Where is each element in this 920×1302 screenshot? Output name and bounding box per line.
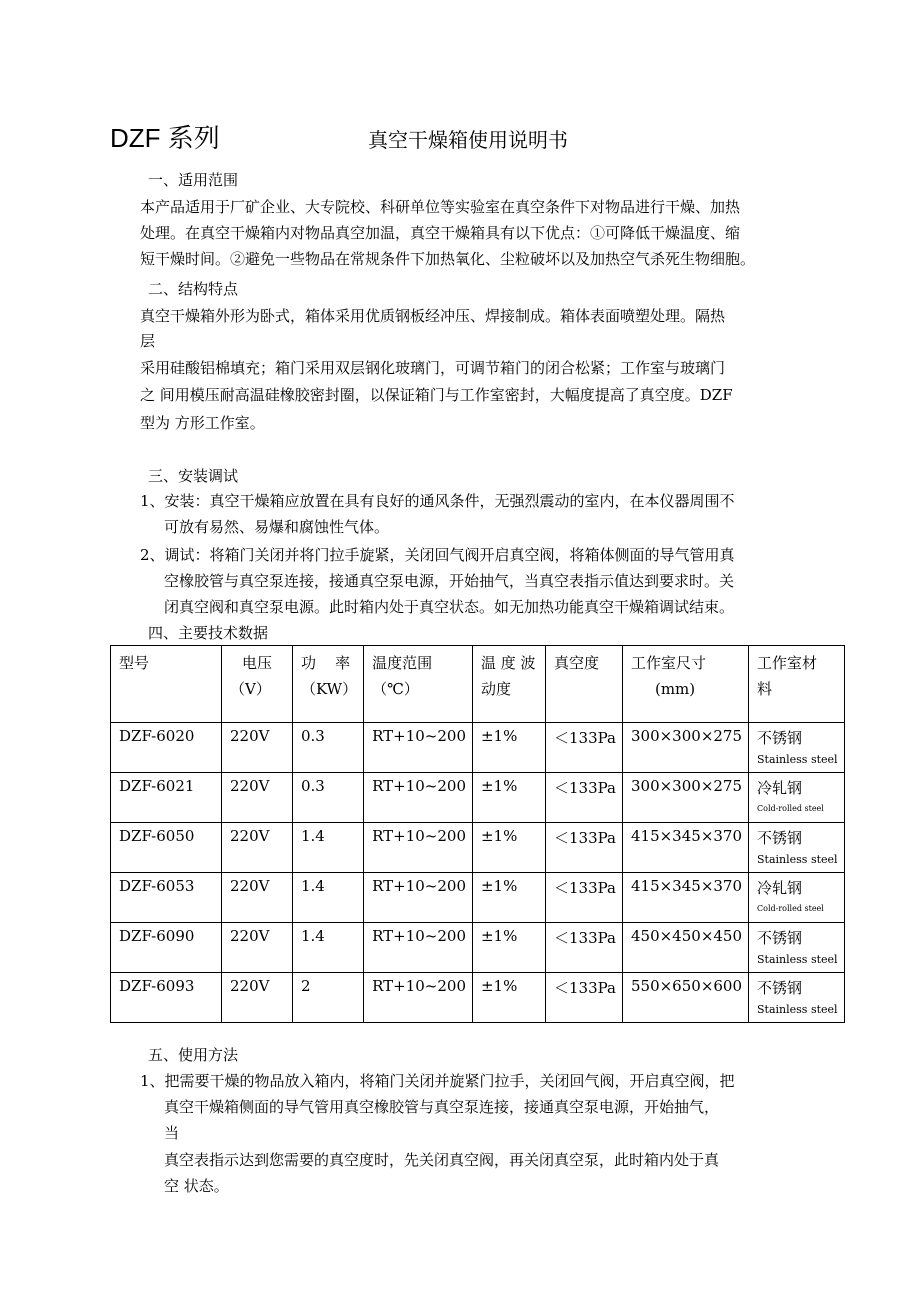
section-5-line: 1、把需要干燥的物品放入箱内，将箱门关闭并旋紧门拉手，关闭回气阀，开启真空阀，把 (140, 1072, 735, 1090)
cell-fluctuation: ±1% (472, 923, 545, 973)
material-name-en: Stainless steel (757, 753, 838, 766)
section-1-line: 本产品适用于厂矿企业、大专院校、科研单位等实验室在真空条件下对物品进行干燥、加热 (140, 198, 741, 216)
document-title: 真空干燥箱使用说明书 (368, 128, 568, 152)
section-2-line: 真空干燥箱外形为卧式，箱体采用优质钢板经冲压、焊接制成。箱体表面喷塑处理。隔热 (140, 307, 726, 325)
cell-voltage: 220V (222, 973, 293, 1023)
cell-material (749, 973, 845, 1023)
material-name-en: Stainless steel (757, 1003, 838, 1016)
section-1-line: 处理。在真空干燥箱内对物品真空加温，真空干燥箱具有以下优点：①可降低干燥温度、缩 (140, 224, 741, 242)
material-name-en: Cold-rolled steel (757, 904, 824, 913)
cell-power: 1.4 (293, 923, 364, 973)
cell-model: DZF-6093 (111, 973, 222, 1023)
header-cell-chamber-size: 工作室尺寸 (mm) (622, 646, 748, 723)
cell-model: DZF-6021 (111, 773, 222, 823)
material-name: 冷轧钢 (757, 879, 803, 897)
section-5-line: 空 状态。 (164, 1177, 229, 1195)
section-5-line: 真空干燥箱侧面的导气管用真空橡胶管与真空泵连接，接通真空泵电源，开始抽气， (164, 1098, 720, 1116)
header-cell-material: 工作室材 料 (749, 646, 845, 723)
cell-chamber-size: 300×300×275 (622, 773, 748, 823)
cell-power: 1.4 (293, 823, 364, 873)
section-5-line: 当 (164, 1124, 180, 1142)
header-cell-fluctuation: 温 度 波 动度 (472, 646, 545, 723)
cell-fluctuation: ±1% (472, 973, 545, 1023)
cell-temp-range: RT+10~200 (364, 873, 473, 923)
section-2-line: 之 间用模压耐高温硅橡胶密封圈，以保证箱门与工作室密封，大幅度提高了真空度。DZF (140, 386, 733, 404)
cell-power: 1.4 (293, 873, 364, 923)
section-3-line: 1、安装：真空干燥箱应放置在具有良好的通风条件，无强烈震动的室内，在本仪器周围不 (140, 492, 735, 510)
cell-temp-range: RT+10~200 (364, 823, 473, 873)
header-cell-power: 功 率 （KW） (293, 646, 364, 723)
cell-model: DZF-6053 (111, 873, 222, 923)
section-3-line: 闭真空阀和真空泵电源。此时箱内处于真空状态。如无加热功能真空干燥箱调试结束。 (164, 598, 735, 616)
material-name: 不锈钢 (757, 729, 803, 747)
spec-table (110, 645, 845, 1023)
cell-model: DZF-6090 (111, 923, 222, 973)
table-row (111, 773, 845, 823)
table-row (111, 973, 845, 1023)
table-row (111, 923, 845, 973)
cell-material (749, 923, 845, 973)
cell-voltage: 220V (222, 773, 293, 823)
material-name-en: Cold-rolled steel (757, 804, 824, 813)
section-5-line: 真空表指示达到您需要的真空度时，先关闭真空阀，再关闭真空泵，此时箱内处于真 (164, 1151, 720, 1169)
material-name-en: Stainless steel (757, 953, 838, 966)
cell-fluctuation: ±1% (472, 773, 545, 823)
cell-vacuum: ＜133Pa (545, 823, 622, 873)
header-cell-temp-range: 温度范围 （℃） (364, 646, 473, 723)
cell-temp-range: RT+10~200 (364, 973, 473, 1023)
cell-vacuum: ＜133Pa (545, 723, 622, 773)
cell-voltage: 220V (222, 923, 293, 973)
header-cell-voltage: 电压 （V） (222, 646, 293, 723)
cell-vacuum: ＜133Pa (545, 873, 622, 923)
section-5-heading: 五、使用方法 (148, 1046, 239, 1064)
section-2-line: 采用硅酸铝棉填充；箱门采用双层钢化玻璃门，可调节箱门的闭合松紧；工作室与玻璃门 (140, 359, 726, 377)
cell-model: DZF-6020 (111, 723, 222, 773)
section-3-line: 空橡胶管与真空泵连接，接通真空泵电源，开始抽气，当真空表指示值达到要求时。关 (164, 572, 735, 590)
cell-model: DZF-6050 (111, 823, 222, 873)
cell-power: 2 (293, 973, 364, 1023)
cell-fluctuation: ±1% (472, 823, 545, 873)
header-cell-model: 型号 (111, 646, 222, 723)
series-title: DZF 系列 (110, 123, 220, 153)
cell-power: 0.3 (293, 723, 364, 773)
cell-vacuum: ＜133Pa (545, 923, 622, 973)
cell-vacuum: ＜133Pa (545, 973, 622, 1023)
cell-temp-range: RT+10~200 (364, 773, 473, 823)
cell-chamber-size: 415×345×370 (622, 873, 748, 923)
material-name: 不锈钢 (757, 929, 803, 947)
section-2-line: 型为 方形工作室。 (140, 414, 265, 432)
material-name: 不锈钢 (757, 829, 803, 847)
cell-voltage: 220V (222, 723, 293, 773)
table-row (111, 823, 845, 873)
cell-material (749, 823, 845, 873)
cell-fluctuation: ±1% (472, 723, 545, 773)
cell-chamber-size: 415×345×370 (622, 823, 748, 873)
section-1-line: 短干燥时间。②避免一些物品在常规条件下加热氧化、尘粒破坏以及加热空气杀死生物细胞。 (140, 250, 756, 268)
material-name: 冷轧钢 (757, 779, 803, 797)
section-1-heading: 一、适用范围 (148, 171, 239, 189)
cell-material (749, 723, 845, 773)
section-4-heading: 四、主要技术数据 (148, 624, 269, 642)
header-cell-vacuum: 真空度 (545, 646, 622, 723)
material-name: 不锈钢 (757, 979, 803, 997)
cell-chamber-size: 450×450×450 (622, 923, 748, 973)
material-name-en: Stainless steel (757, 853, 838, 866)
cell-power: 0.3 (293, 773, 364, 823)
cell-voltage: 220V (222, 873, 293, 923)
cell-voltage: 220V (222, 823, 293, 873)
cell-vacuum: ＜133Pa (545, 773, 622, 823)
section-2-line: 层 (140, 332, 156, 350)
section-3-heading: 三、安装调试 (148, 467, 239, 485)
cell-chamber-size: 550×650×600 (622, 973, 748, 1023)
table-row (111, 723, 845, 773)
cell-chamber-size: 300×300×275 (622, 723, 748, 773)
cell-temp-range: RT+10~200 (364, 723, 473, 773)
cell-material (749, 773, 845, 823)
section-3-line: 可放有易然、易爆和腐蚀性气体。 (164, 518, 390, 536)
section-2-heading: 二、结构特点 (148, 280, 239, 298)
section-3-line: 2、调试：将箱门关闭并将门拉手旋紧，关闭回气阀开启真空阀，将箱体侧面的导气管用真 (140, 546, 735, 564)
table-row (111, 873, 845, 923)
cell-temp-range: RT+10~200 (364, 923, 473, 973)
cell-material (749, 873, 845, 923)
cell-fluctuation: ±1% (472, 873, 545, 923)
table-header-row (111, 646, 845, 723)
